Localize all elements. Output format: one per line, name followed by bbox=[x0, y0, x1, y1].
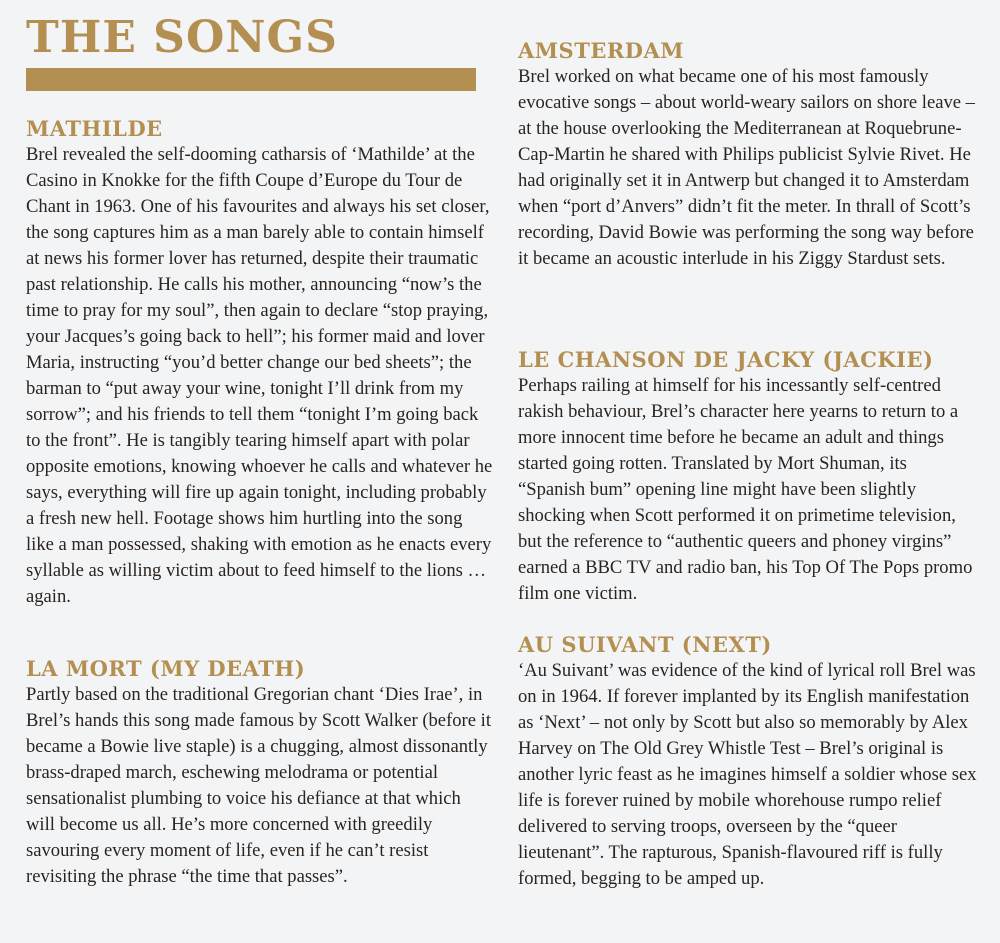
song-heading-au-suivant: AU SUIVANT (NEXT) bbox=[518, 632, 772, 657]
song-body-amsterdam: Brel worked on what became one of his most famously evocative songs – about world-weary sailors on shore leave – at the house overlooking the Mediterranean at Roquebrune-Cap-Martin he shared with Philips publicist Sylvie Rivet. He had originally set it in Antwerp but changed it to Amsterdam when “port d’Anvers” didn’t fit the meter. In thrall of Scott’s recording, David Bowie was performing the song way before it became an acoustic interlude in his Ziggy Stardust sets. bbox=[518, 66, 975, 269]
song-heading-la-mort: LA MORT (MY DEATH) bbox=[26, 656, 306, 681]
song-section-au-suivant bbox=[518, 632, 978, 892]
song-heading-amsterdam: AMSTERDAM bbox=[518, 38, 685, 63]
song-heading-jacky: LE CHANSON DE JACKY (JACKIE) bbox=[518, 347, 934, 372]
song-body-la-mort: Partly based on the traditional Gregorian chant ‘Dies Irae’, in Brel’s hands this song made famous by Scott Walker (before it became a Bowie live staple) is a chugging, almost dissonantly brass-draped march, eschewing melodrama or potential sensationalist plumbing to voice his defiance at that which will become us all. He’s more concerned with greedily savouring every moment of life, even if he can’t resist revisiting the phrase “the time that passes”. bbox=[26, 684, 491, 887]
song-body-mathilde: Brel revealed the self-dooming catharsis of ‘Mathilde’ at the Casino in Knokke for the fifth Coupe d’Europe du Tour de Chant in 1963. One of his favourites and always his set closer, the song captures him as a man barely able to contain himself at news his former lover has returned, despite their traumatic past relationship. He calls his mother, announcing “now’s the time to pray for my soul”, then again to declare “stop praying, your Jacques’s going back to hell”; his former maid and lover Maria, instructing “you’d better change our bed sheets”; the barman to “put away your wine, tonight I’ll drink from my sorrow”; and his friends to tell them “tonight I’m going back to the front”. He is tangibly tearing himself apart with polar opposite emotions, knowing whoever he calls and whatever he says, everything will fire up again tonight, including probably a fresh new hell. Footage shows him hurtling into the song like a man possessed, shaking with emotion as he enacts every syllable as willing victim about to feed himself to the lions … again. bbox=[26, 144, 493, 607]
song-body-au-suivant: ‘Au Suivant’ was evidence of the kind of lyrical roll Brel was on in 1964. If forever implanted by its English manifestation as ‘Next’ – not only by Scott but also so memorably by Alex Harvey on The Old Grey Whistle Test – Brel’s original is another lyric feast as he imagines himself a soldier whose sex life is forever ruined by mobile whorehouse rumpo relief delivered to serving troops, overseen by the “queer lieutenant”. The rapturous, Spanish-flavoured riff is fully formed, begging to be amped up. bbox=[518, 660, 977, 889]
song-heading-mathilde: MATHILDE bbox=[26, 116, 163, 141]
page-title: THE SONGS bbox=[26, 12, 338, 63]
song-section-jacky bbox=[518, 347, 978, 607]
song-section-la-mort bbox=[26, 656, 494, 890]
song-body-jacky: Perhaps railing at himself for his incessantly self-centred rakish behaviour, Brel’s character here yearns to return to a more innocent time before he became an adult and things started going rotten. Translated by Mort Shuman, its “Spanish bum” opening line might have been slightly shocking when Scott performed it on primetime television, but the reference to “authentic queers and phoney virgins” earned a BBC TV and radio ban, his Top Of The Pops promo film one victim. bbox=[518, 375, 973, 604]
title-rule bbox=[26, 68, 476, 91]
song-section-mathilde bbox=[26, 116, 494, 610]
song-section-amsterdam bbox=[518, 38, 978, 272]
